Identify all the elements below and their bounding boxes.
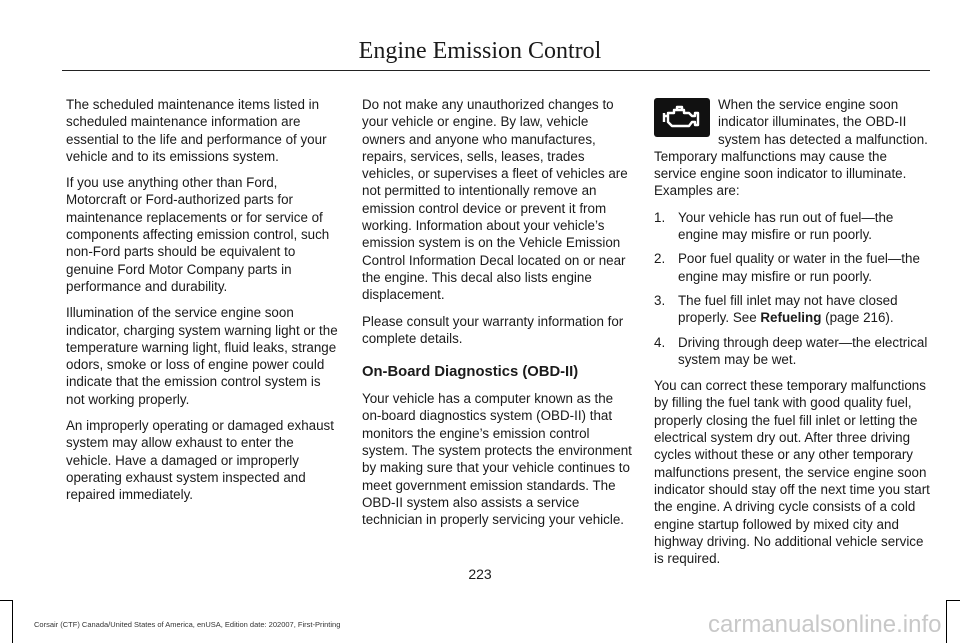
- list-item-number: 4.: [654, 334, 666, 350]
- list-item-text: Your vehicle has run out of fuel—the engine may misfire or run poorly.: [678, 209, 894, 243]
- page-title: Engine Emission Control: [358, 38, 602, 64]
- column-middle: [362, 96, 634, 538]
- refueling-link[interactable]: Refueling: [760, 310, 822, 326]
- paragraph-unauthorized-changes: Do not make any unauthorized changes to your vehicle or engine. By law, vehicle owners and anyone who manufactures, repairs, services, sells, leases, trades vehicles, or supervises a fleet of vehicles are not permitted to intentionally remove an emission control device or prevent it from working. Information about your vehicle’s emission system is on the Vehicle Emission Control Information Decal located on or near the engine. This decal also lists engine displacement.: [362, 97, 628, 303]
- crop-mark-right-horizontal: [946, 600, 960, 601]
- examples-list: [654, 209, 930, 368]
- list-item-number: 1.: [654, 209, 666, 225]
- header-divider: [62, 70, 930, 71]
- list-item: [654, 250, 930, 285]
- paragraph-obd: Your vehicle has a computer known as the on-board diagnostics system (OBD-II) that monitors the engine’s emission control system. The system protects the environment by making sure that your vehicle continues to meet government emission standards. The OBD-II system also assists a service technician in properly servicing your vehicle.: [362, 391, 632, 528]
- list-item-number: 2.: [654, 251, 666, 267]
- page-number: 223: [468, 566, 492, 582]
- section-heading-obd: On-Board Diagnostics (OBD-II): [362, 364, 579, 381]
- list-item: [654, 334, 930, 369]
- list-item-text: Driving through deep water—the electrical system may be wet.: [678, 334, 928, 367]
- list-item-text-after: (page 216).: [821, 310, 894, 326]
- list-item-text-before: The fuel fill inlet may not have closed properly. See: [678, 292, 898, 326]
- paragraph-illumination: Illumination of the service engine soon indicator, charging system warning light or the temperature warning light, fluid leaks, strange odors, smoke or loss of engine power could indicate that the emission control system is not working properly.: [66, 305, 338, 407]
- indicator-note-text: When the service engine soon indicator illuminates, the OBD-II system has detected a malfunction.: [718, 97, 928, 147]
- list-item-number: 3.: [654, 292, 666, 308]
- check-engine-icon: [654, 98, 710, 137]
- list-item: [654, 292, 930, 327]
- indicator-note: [654, 96, 930, 148]
- paragraph-warranty: Please consult your warranty information for complete details.: [362, 313, 624, 346]
- list-item: [654, 209, 930, 244]
- crop-mark-left: [12, 600, 13, 643]
- column-right: [654, 96, 930, 576]
- crop-mark-left-horizontal: [0, 600, 12, 601]
- paragraph-temporary-malfunctions: Temporary malfunctions may cause the service engine soon indicator to illuminate. Examples are:: [654, 148, 907, 199]
- paragraph-maintenance: The scheduled maintenance items listed in scheduled maintenance information are essential to the life and performance of your vehicle and to its emissions system.: [66, 97, 327, 164]
- paragraph-correct-malfunctions: You can correct these temporary malfunctions by filling the fuel tank with good quality fuel, properly closing the fuel fill inlet or letting the electrical system dry out. After three driving cycles without these or any other temporary malfunctions present, the service engine soon indicator should stay off the next time you start the engine. A driving cycle consists of a cold engine startup followed by mixed city and highway driving. No additional vehicle service is required.: [654, 378, 930, 567]
- watermark: carmanualsonline.info: [708, 611, 942, 638]
- paragraph-parts: If you use anything other than Ford, Motorcraft or Ford-authorized parts for maintenance replacements or for service of components affecting emission control, such non-Ford parts should be equivalent to genuine Ford Motor Company parts in performance and durability.: [66, 175, 330, 294]
- edition-footer: Corsair (CTF) Canada/United States of America, enUSA, Edition date: 202007, First-Printing: [34, 620, 341, 629]
- list-item-text: [678, 292, 930, 327]
- column-left: [66, 96, 338, 513]
- list-item-text: Poor fuel quality or water in the fuel—the engine may misfire or run poorly.: [678, 251, 920, 284]
- crop-mark-right: [946, 600, 947, 643]
- paragraph-exhaust: An improperly operating or damaged exhaust system may allow exhaust to enter the vehicle. Have a damaged or improperly operating exhaust system inspected and repaired immediately.: [66, 418, 334, 503]
